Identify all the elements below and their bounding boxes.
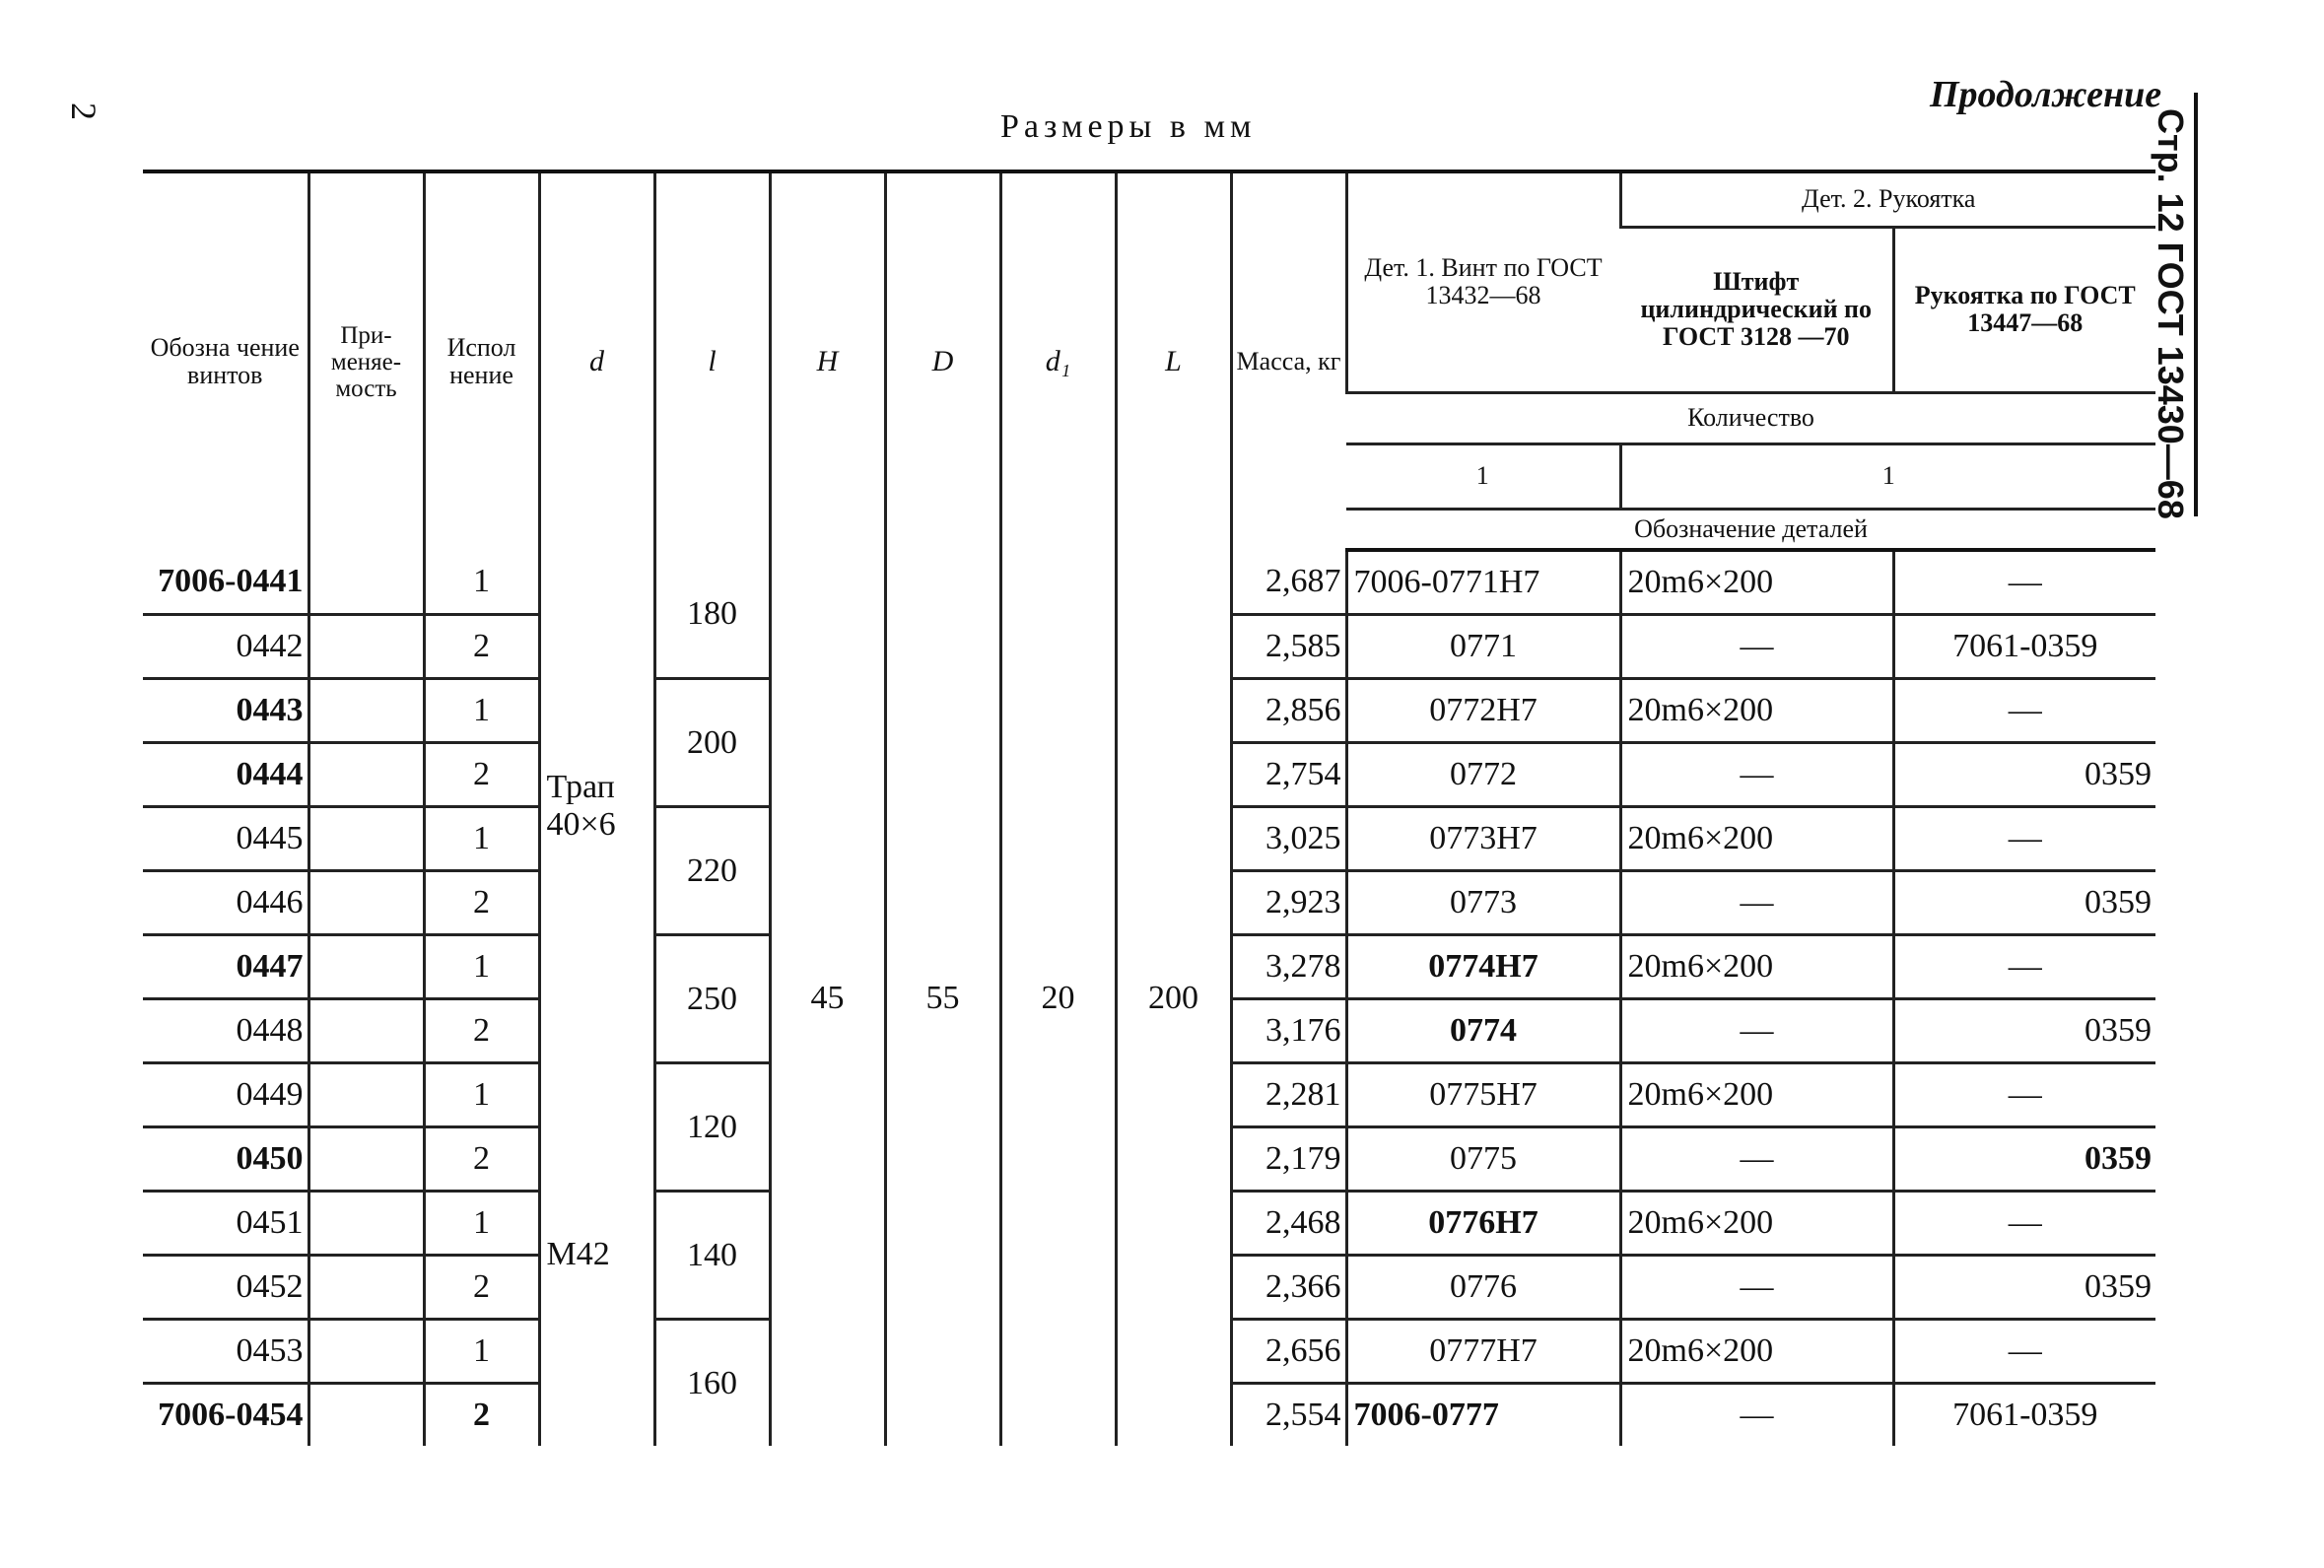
mass-cell: 2,281 [1231,1063,1346,1127]
col-det1: Дет. 1. Винт по ГОСТ 13432—68 [1346,171,1620,392]
length-160: 160 [654,1320,770,1447]
execution-cell: 1 [424,550,539,615]
execution-cell: 2 [424,743,539,807]
handle-cell: — [1893,807,2155,871]
mass-cell: 2,554 [1231,1384,1346,1447]
handle-cell: 0359 [1893,743,2155,807]
qty-det1: 1 [1346,443,1620,509]
execution-cell: 1 [424,679,539,743]
pin-cell: — [1620,999,1893,1063]
screw-part-cell: 0773Н7 [1346,807,1620,871]
mass-cell: 2,754 [1231,743,1346,807]
execution-cell: 2 [424,871,539,935]
col-mass: Масса, кг [1231,171,1346,550]
execution-cell: 1 [424,1192,539,1256]
col-execution: Испол нение [424,171,539,550]
screw-part-cell: 0777Н7 [1346,1320,1620,1384]
mass-cell: 2,656 [1231,1320,1346,1384]
pin-cell: — [1620,1256,1893,1320]
H-value: 45 [770,550,885,1446]
handle-cell: — [1893,679,2155,743]
screw-code: 0445 [143,807,308,871]
execution-cell: 1 [424,1320,539,1384]
continuation-label: Продолжение [1930,74,2162,115]
thread-m42: М42 [539,1063,654,1447]
parts-designation-header: Обозначение деталей [1346,509,2155,550]
screw-code: 7006-0454 [158,1397,304,1433]
handle-cell: 0359 [1893,1256,2155,1320]
execution-cell: 2 [424,1256,539,1320]
col-handle: Рукоятка по ГОСТ 13447—68 [1893,227,2155,392]
applicability-cell [308,1384,424,1447]
applicability-cell [308,935,424,999]
handle-cell: — [1893,1320,2155,1384]
thread-trap: Трап 40×6 [539,550,654,1063]
pin-cell: 20m6×200 [1620,1192,1893,1256]
execution-cell: 2 [424,999,539,1063]
col-d: d [539,171,654,550]
mass-cell: 2,687 [1231,550,1346,615]
applicability-cell [308,615,424,679]
screw-code: 0449 [143,1063,308,1127]
screw-part-cell: 0772 [1346,743,1620,807]
handle-cell: — [1893,1192,2155,1256]
screw-part-cell: 0776Н7 [1346,1192,1620,1256]
screw-code: 0443 [143,679,308,743]
pin-cell: 20m6×200 [1620,807,1893,871]
pin-cell: 20m6×200 [1620,679,1893,743]
mass-cell: 3,025 [1231,807,1346,871]
screw-code: 0453 [143,1320,308,1384]
applicability-cell [308,1127,424,1192]
screw-code: 0447 [143,935,308,999]
specification-table [143,170,2155,1446]
screw-part-cell: 0775 [1346,1127,1620,1192]
length-140: 140 [654,1192,770,1320]
quantity-header: Количество [1346,392,2155,443]
screw-part-cell: 0775Н7 [1346,1063,1620,1127]
col-H: H [770,171,885,550]
pin-cell: — [1620,871,1893,935]
execution-cell: 1 [424,935,539,999]
screw-part-cell: 0771 [1346,615,1620,679]
mass-cell: 3,278 [1231,935,1346,999]
execution-cell: 1 [424,1063,539,1127]
screw-code: 0442 [143,615,308,679]
mass-cell: 2,923 [1231,871,1346,935]
col-l: l [654,171,770,550]
col-det2: Дет. 2. Рукоятка [1620,171,2155,227]
pin-cell: 20m6×200 [1620,935,1893,999]
dimensions-caption: Размеры в мм [1000,108,1257,145]
page-number: 2 [64,102,103,120]
applicability-cell [308,1192,424,1256]
length-250: 250 [654,935,770,1063]
mass-cell: 2,468 [1231,1192,1346,1256]
col-L: L [1116,171,1231,550]
L-value: 200 [1116,550,1231,1446]
table-row [143,550,2155,615]
applicability-cell [308,871,424,935]
pin-cell: 20m6×200 [1620,550,1893,615]
length-180: 180 [654,550,770,679]
handle-cell: 7061-0359 [1893,615,2155,679]
col-pin: Штифт цилиндрический по ГОСТ 3128 —70 [1620,227,1893,392]
applicability-cell [308,1256,424,1320]
mass-cell: 2,856 [1231,679,1346,743]
length-120: 120 [654,1063,770,1192]
screw-code: 0444 [143,743,308,807]
screw-code: 0450 [143,1127,308,1192]
side-page-label: Стр. 12 ГОСТ 13430—68 [2151,108,2191,519]
qty-det2: 1 [1620,443,2155,509]
col-designation: Обозна чение винтов [150,333,300,389]
handle-cell: 0359 [1893,999,2155,1063]
screw-code: 0451 [143,1192,308,1256]
pin-cell: 20m6×200 [1620,1320,1893,1384]
handle-cell: — [1893,935,2155,999]
length-220: 220 [654,807,770,935]
mass-cell: 2,179 [1231,1127,1346,1192]
pin-cell: 20m6×200 [1620,1063,1893,1127]
execution-cell: 2 [424,1127,539,1192]
applicability-cell [308,679,424,743]
screw-part-cell: 0772Н7 [1346,679,1620,743]
screw-part-cell: 0774 [1346,999,1620,1063]
D-value: 55 [885,550,1000,1446]
pin-cell: — [1620,1127,1893,1192]
col-d1: d₁ [1000,171,1116,550]
pin-cell: — [1620,743,1893,807]
applicability-cell [308,743,424,807]
pin-cell: — [1620,1384,1893,1447]
mass-cell: 3,176 [1231,999,1346,1063]
screw-code: 7006-0441 [143,550,308,615]
applicability-cell [308,1063,424,1127]
handle-cell: — [1893,1063,2155,1127]
mass-cell: 2,366 [1231,1256,1346,1320]
screw-code: 0448 [143,999,308,1063]
length-200: 200 [654,679,770,807]
screw-part-cell: 0776 [1346,1256,1620,1320]
col-D: D [885,171,1000,550]
execution-cell: 2 [424,1384,539,1447]
applicability-cell [308,1320,424,1384]
screw-part-cell: 0774Н7 [1346,935,1620,999]
d1-value: 20 [1000,550,1116,1446]
execution-cell: 1 [424,807,539,871]
screw-part-cell: 0773 [1346,871,1620,935]
execution-cell: 2 [424,615,539,679]
screw-code: 0446 [143,871,308,935]
pin-cell: — [1620,615,1893,679]
side-rule [2194,93,2198,516]
screw-part-cell: 7006-0771Н7 [1346,550,1620,615]
applicability-cell [308,999,424,1063]
col-applicability: При- меняе- мость [308,171,424,550]
mass-cell: 2,585 [1231,615,1346,679]
applicability-cell [308,550,424,615]
handle-cell: 0359 [1893,871,2155,935]
handle-cell: 0359 [1893,1127,2155,1192]
screw-part-cell: 7006-0777 [1346,1384,1620,1447]
handle-cell: — [1893,550,2155,615]
applicability-cell [308,807,424,871]
screw-code: 0452 [143,1256,308,1320]
handle-cell: 7061-0359 [1893,1384,2155,1447]
